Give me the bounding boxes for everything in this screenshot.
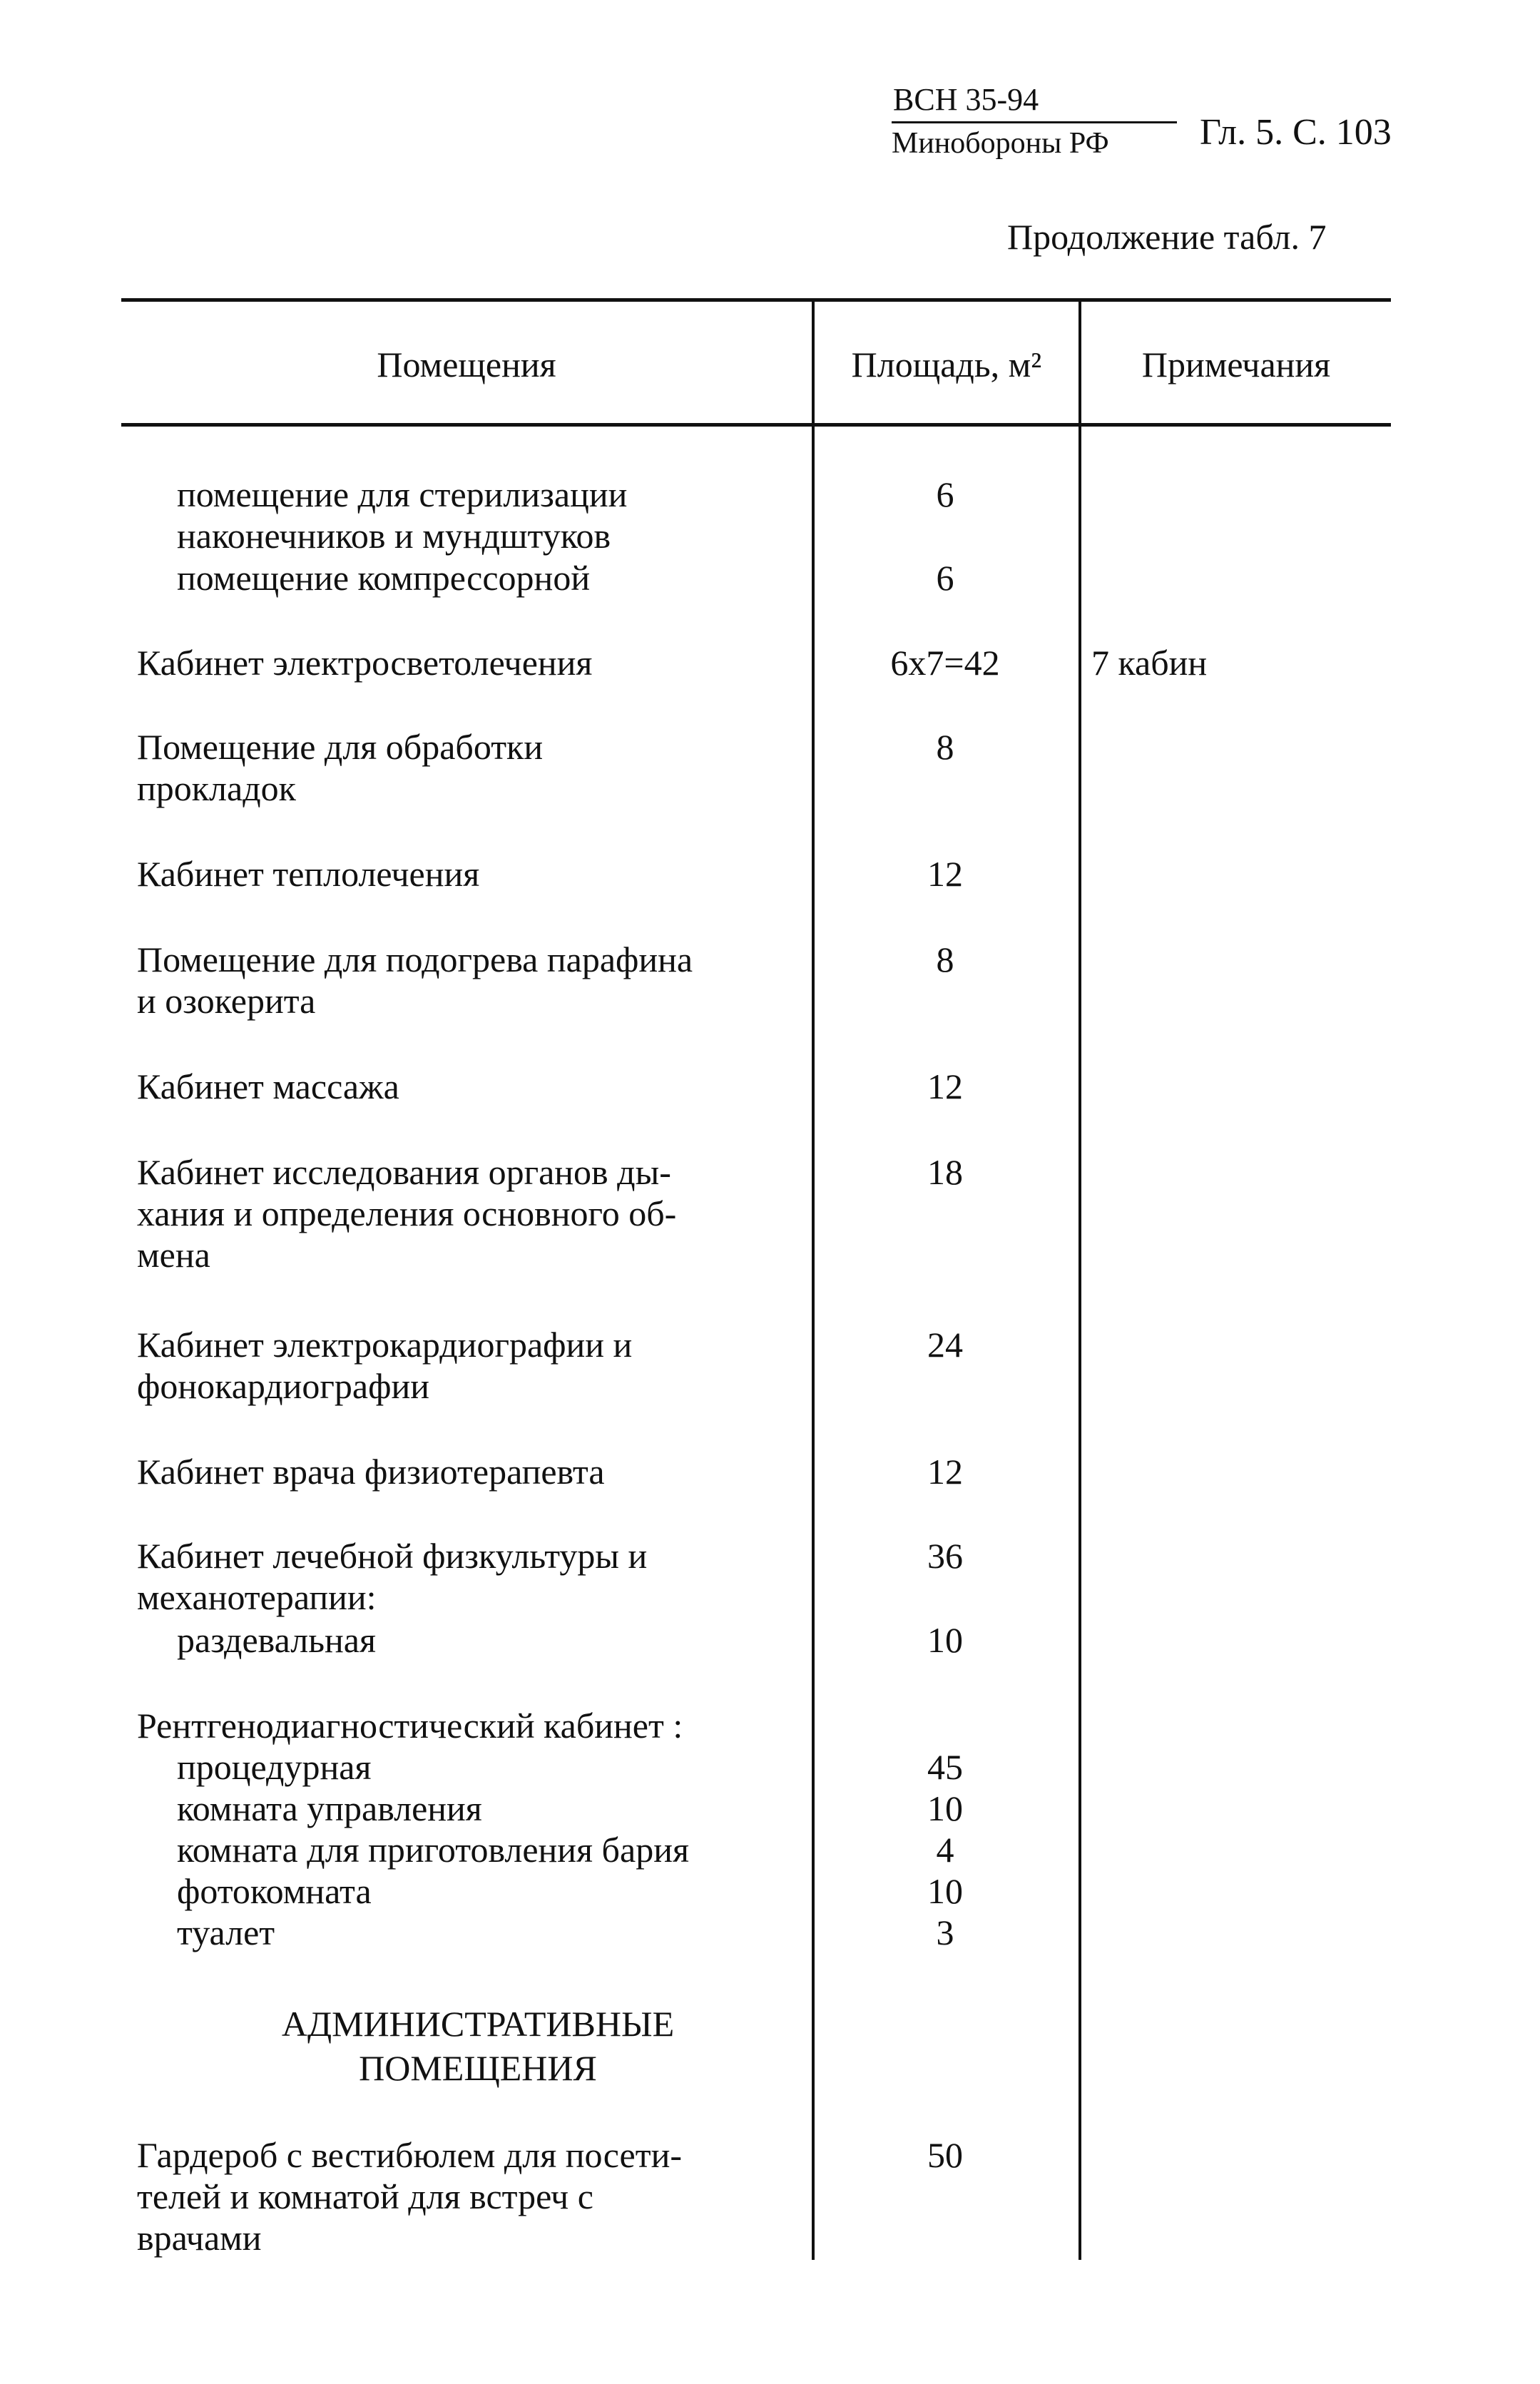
room-name: раздевальная bbox=[177, 1620, 376, 1660]
table-header-rule bbox=[121, 423, 1391, 427]
room-name: прокладок bbox=[137, 768, 296, 808]
room-area: 45 bbox=[927, 1747, 963, 1787]
room-name: и озокерита bbox=[137, 981, 316, 1021]
column-header-notes: Примечания bbox=[1141, 345, 1331, 384]
room-area: 6 bbox=[936, 474, 954, 514]
organization: Минобороны РФ bbox=[892, 127, 1109, 160]
room-name: фонокардиографии bbox=[137, 1366, 430, 1406]
room-area: 6х7=42 bbox=[890, 643, 1000, 683]
room-name: Кабинет электросветолечения bbox=[137, 643, 593, 683]
room-name: Кабинет теплолечения bbox=[137, 854, 480, 894]
room-name: комната для приготовления бария bbox=[177, 1830, 689, 1870]
room-name: Рентгенодиагностический кабинет : bbox=[137, 1706, 683, 1746]
room-name: врачами bbox=[137, 2218, 262, 2258]
room-area: 50 bbox=[927, 2135, 963, 2175]
header-fraction-line bbox=[892, 121, 1177, 123]
page-reference: Гл. 5. С. 103 bbox=[1200, 112, 1392, 153]
room-area: 8 bbox=[936, 727, 954, 767]
room-area: 12 bbox=[927, 1452, 963, 1492]
room-area: 12 bbox=[927, 854, 963, 894]
room-name: Помещение для подогрева парафина bbox=[137, 939, 693, 979]
room-area: 10 bbox=[927, 1788, 963, 1828]
column-divider-2 bbox=[1078, 298, 1081, 2260]
room-area: 12 bbox=[927, 1066, 963, 1106]
room-name: Кабинет электрокардиографии и bbox=[137, 1325, 633, 1365]
room-area: 8 bbox=[936, 939, 954, 979]
room-name: Кабинет лечебной физкультуры и bbox=[137, 1536, 648, 1576]
section-title-line-1: АДМИНИСТРАТИВНЫЕ bbox=[281, 2004, 675, 2044]
room-name: туалет bbox=[177, 1912, 275, 1952]
room-area: 3 bbox=[936, 1912, 954, 1952]
room-area: 18 bbox=[927, 1152, 963, 1192]
room-name: помещение для стерилизации bbox=[177, 474, 628, 514]
room-area: 24 bbox=[927, 1325, 963, 1365]
room-name: Помещение для обработки bbox=[137, 727, 544, 767]
section-title-line-2: ПОМЕЩЕНИЯ bbox=[359, 2048, 597, 2088]
room-name: фотокомната bbox=[177, 1871, 372, 1911]
room-name: Кабинет врача физиотерапевта bbox=[137, 1452, 605, 1492]
room-area: 10 bbox=[927, 1620, 963, 1660]
room-name: Гардероб с вестибюлем для посети- bbox=[137, 2135, 682, 2175]
room-area: 4 bbox=[936, 1830, 954, 1870]
room-name: наконечников и мундштуков bbox=[177, 516, 611, 556]
room-name: комната управления bbox=[177, 1788, 482, 1828]
room-name: хания и определения основного об- bbox=[137, 1193, 677, 1233]
room-name: мена bbox=[137, 1235, 210, 1275]
table-continuation-caption: Продолжение табл. 7 bbox=[1007, 217, 1327, 257]
room-name: Кабинет массажа bbox=[137, 1066, 399, 1106]
room-name: телей и комнатой для встреч с bbox=[137, 2176, 593, 2216]
room-area: 6 bbox=[936, 558, 954, 598]
column-header-area: Площадь, м² bbox=[851, 345, 1042, 384]
table-top-rule bbox=[121, 298, 1391, 302]
room-area: 10 bbox=[927, 1871, 963, 1911]
room-name: механотерапии: bbox=[137, 1577, 377, 1617]
room-name: помещение компрессорной bbox=[177, 558, 591, 598]
column-header-rooms: Помещения bbox=[377, 345, 556, 384]
room-area: 36 bbox=[927, 1536, 963, 1576]
room-note: 7 кабин bbox=[1091, 643, 1208, 683]
room-name: Кабинет исследования органов ды- bbox=[137, 1152, 671, 1192]
document-code: ВСН 35-94 bbox=[893, 82, 1039, 117]
room-name: процедурная bbox=[177, 1747, 372, 1787]
